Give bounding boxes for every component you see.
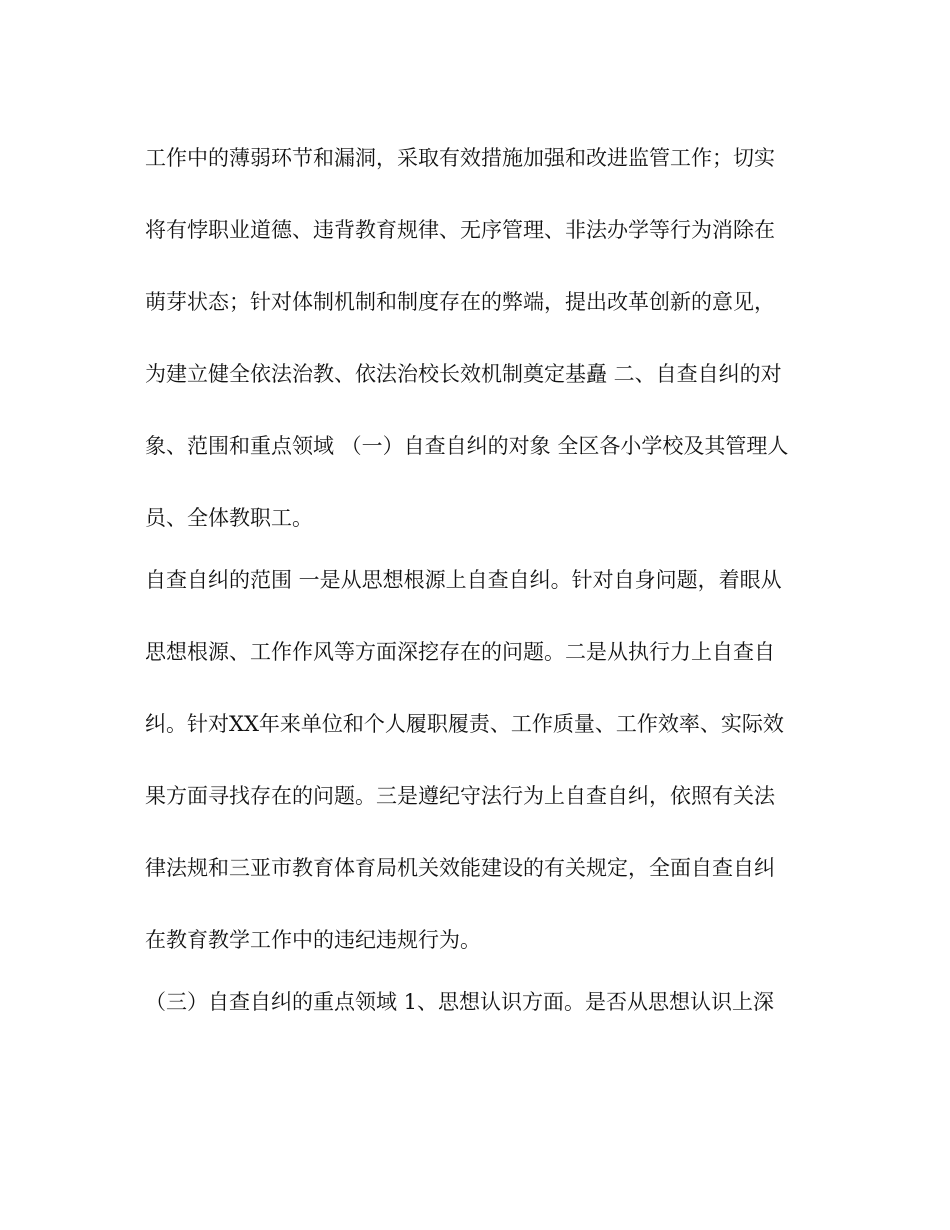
text-line: 为建立健全依法治教、依法治校长效机制奠定基矗 二、自查自纠的对 <box>145 362 782 386</box>
text-line: 象、范围和重点领域 （一）自查自纠的对象 全区各小学校及其管理人 <box>145 434 789 458</box>
text-line: （三）自查自纠的重点领域 1、思想认识方面。是否从思想认识上深 <box>145 990 775 1014</box>
text-line: 工作中的薄弱环节和漏洞，采取有效措施加强和改进监管工作；切实 <box>145 146 775 170</box>
text-line: 将有悖职业道德、违背教育规律、无序管理、非法办学等行为消除在 <box>145 218 775 242</box>
text-line: 纠。针对XX年来单位和个人履职履责、工作质量、工作效率、实际效 <box>145 712 784 736</box>
text-line: 律法规和三亚市教育体育局机关效能建设的有关规定，全面自查自纠 <box>145 856 775 880</box>
text-line: 在教育教学工作中的违纪违规行为。 <box>145 928 481 952</box>
text-line: 自查自纠的范围 一是从思想根源上自查自纠。针对自身问题，着眼从 <box>145 568 782 592</box>
text-line: 萌芽状态；针对体制机制和制度存在的弊端，提出改革创新的意见， <box>145 290 775 314</box>
text-line: 果方面寻找存在的问题。三是遵纪守法行为上自查自纠，依照有关法 <box>145 784 775 808</box>
text-line: 思想根源、工作作风等方面深挖存在的问题。二是从执行力上自查自 <box>145 640 775 664</box>
text-line: 员、全体教职工。 <box>145 506 313 530</box>
document-body <box>145 137 815 1053</box>
